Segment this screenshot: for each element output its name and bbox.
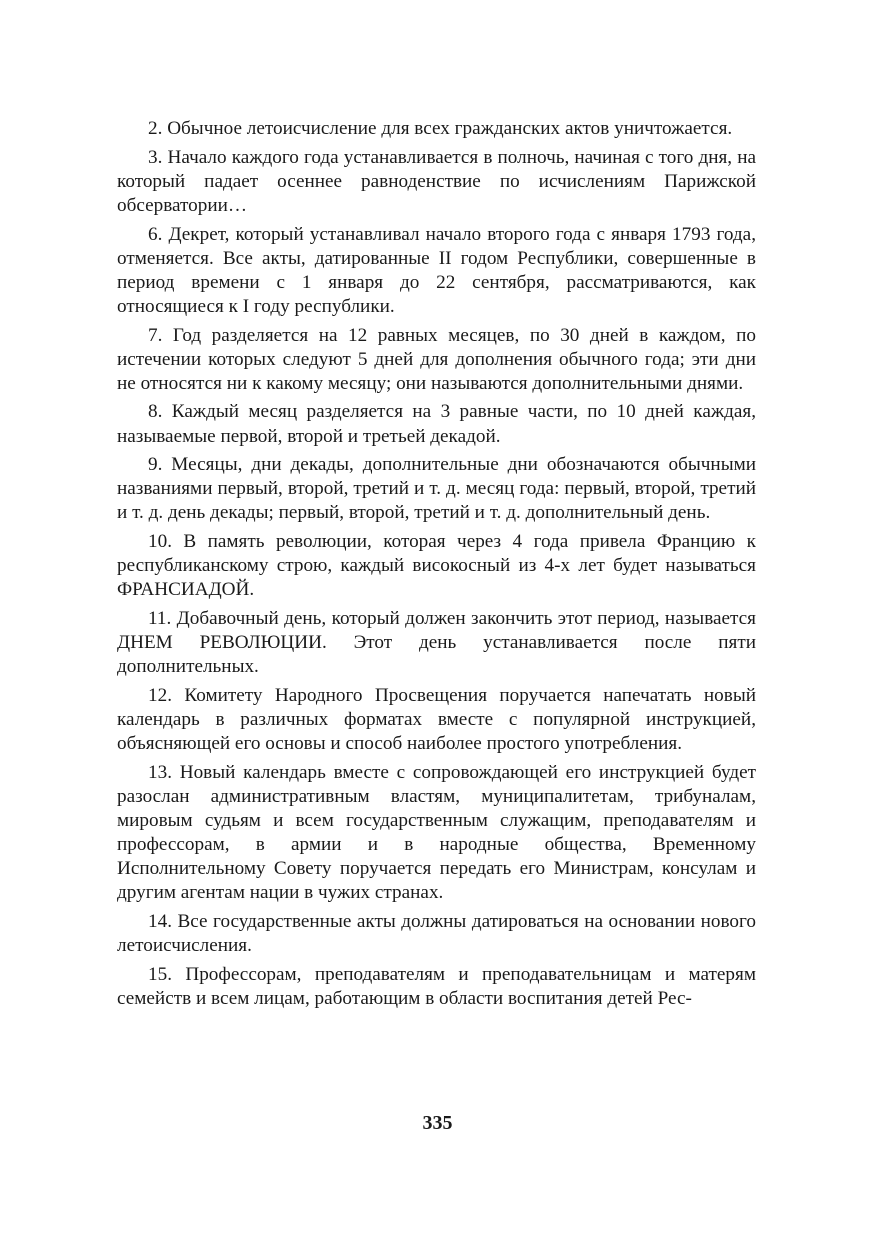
paragraph-article-15: 15. Профессорам, преподавателям и преподавательницам и матерям семейств и всем лицам, работающим в области воспитания детей Рес-: [117, 963, 756, 1009]
paragraph-article-7: 7. Год разделяется на 12 равных месяцев, по 30 дней в каждом, по истечении которых следуют 5 дней для дополнения обычного года; эти дни не относятся ни к какому месяцу; они называются дополнительными днями.: [117, 324, 756, 394]
paragraph-article-8: 8. Каждый месяц разделяется на 3 равные части, по 10 дней каждая, называемые первой, второй и третьей декадой.: [117, 401, 756, 447]
paragraph-article-9: 9. Месяцы, дни декады, дополнительные дни обозначаются обычными названиями первый, второй, третий и т. д. месяц года: первый, второй, третий и т. д. день декады; первый, второй, третий и т. д. дополнительный день.: [117, 454, 756, 524]
paragraph-article-13: 13. Новый календарь вместе с сопровождающей его инструкцией будет разослан административным властям, муниципалитетам, трибуналам, мировым судьям и всем государственным служащим, преподавателям и профессорам, в армии и в народные общества, Временному Исполнительному Совету поручается передать его Министрам, консулам и другим агентам нации в чужих странах.: [117, 761, 756, 904]
paragraph-article-6: 6. Декрет, который устанавливал начало второго года с января 1793 года, отменяется. Все акты, датированные II годом Республики, совершенные в период времени с 1 января до 22 сентября, рассматриваются, как относящиеся к I году республики.: [117, 223, 756, 317]
paragraph-article-11: 11. Добавочный день, который должен закончить этот период, называется ДНЕМ РЕВОЛЮЦИИ. Этот день устанавливается после пяти дополнительных.: [117, 607, 756, 678]
paragraph-article-10: 10. В память революции, которая через 4 года привела Францию к республиканскому строю, каждый високосный из 4-х лет будет называться ФРАНСИАДОЙ.: [117, 531, 756, 601]
page-number: 335: [422, 1112, 453, 1134]
paragraph-article-14: 14. Все государственные акты должны датироваться на основании нового летоисчисления.: [117, 910, 756, 956]
body-text: [117, 117, 756, 1015]
paragraph-article-2: 2. Обычное летоисчисление для всех гражданских актов уничтожается.: [148, 118, 733, 139]
paragraph-article-12: 12. Комитету Народного Просвещения поручается напечатать новый календарь в различных форматах вместе с популярной инструкцией, объясняющей его основы и способ наиболее простого употребления.: [117, 684, 756, 754]
paragraph-article-3: 3. Начало каждого года устанавливается в полночь, начиная с того дня, на который падает осеннее равноденствие по исчислениям Парижской обсерватории…: [117, 146, 756, 216]
